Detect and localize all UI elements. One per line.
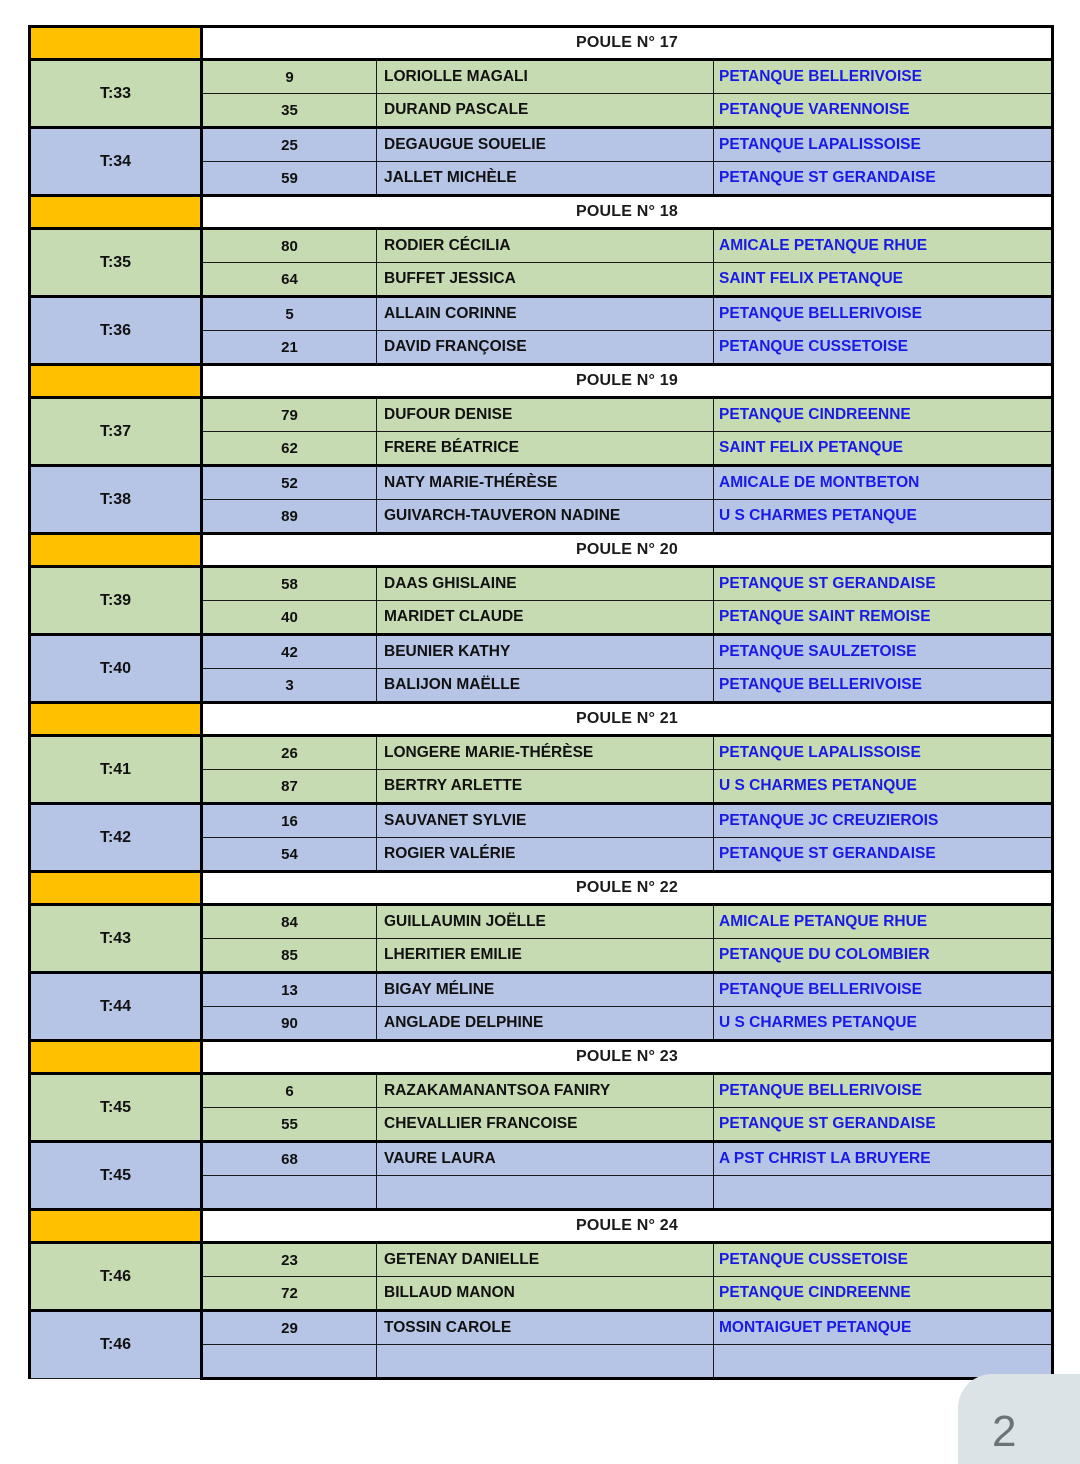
player-row (30, 1142, 1053, 1176)
tee-cell: T:43 (30, 905, 202, 973)
player-club-cell: PETANQUE JC CREUZIEROIS (714, 804, 1053, 838)
player-name-cell: GUIVARCH-TAUVERON NADINE (377, 500, 714, 534)
player-club-cell: AMICALE PETANQUE RHUE (714, 905, 1053, 939)
player-club-cell (714, 1176, 1053, 1210)
player-number-cell: 85 (202, 939, 377, 973)
poule-header-row (30, 534, 1053, 567)
tee-cell: T:44 (30, 973, 202, 1041)
player-name-cell: DAAS GHISLAINE (377, 567, 714, 601)
player-number-cell (202, 1176, 377, 1210)
player-club-cell: AMICALE PETANQUE RHUE (714, 229, 1053, 263)
player-number-cell: 6 (202, 1074, 377, 1108)
player-name-cell: LHERITIER EMILIE (377, 939, 714, 973)
player-number-cell: 29 (202, 1311, 377, 1345)
player-row (30, 229, 1053, 263)
player-club-cell: SAINT FELIX PETANQUE (714, 263, 1053, 297)
poule-tag-cell (30, 27, 202, 60)
player-name-cell: MARIDET CLAUDE (377, 601, 714, 635)
player-club-cell: PETANQUE CINDREENNE (714, 398, 1053, 432)
player-row (30, 1311, 1053, 1345)
player-name-cell (377, 1345, 714, 1379)
poule-tag-cell (30, 365, 202, 398)
tee-cell: T:39 (30, 567, 202, 635)
player-row (30, 804, 1053, 838)
player-number-cell: 58 (202, 567, 377, 601)
player-name-cell: VAURE LAURA (377, 1142, 714, 1176)
player-name-cell: DEGAUGUE SOUELIE (377, 128, 714, 162)
player-club-cell: PETANQUE LAPALISSOISE (714, 736, 1053, 770)
player-number-cell: 3 (202, 669, 377, 703)
player-number-cell: 80 (202, 229, 377, 263)
player-number-cell: 13 (202, 973, 377, 1007)
player-number-cell: 59 (202, 162, 377, 196)
player-row (30, 736, 1053, 770)
player-number-cell: 79 (202, 398, 377, 432)
player-row (30, 567, 1053, 601)
poule-header-row (30, 872, 1053, 905)
tee-cell: T:34 (30, 128, 202, 196)
player-name-cell: BUFFET JESSICA (377, 263, 714, 297)
player-club-cell: PETANQUE BELLERIVOISE (714, 1074, 1053, 1108)
player-name-cell: DURAND PASCALE (377, 94, 714, 128)
poule-title: POULE N° 21 (202, 703, 1053, 736)
player-club-cell: PETANQUE CINDREENNE (714, 1277, 1053, 1311)
player-name-cell: DUFOUR DENISE (377, 398, 714, 432)
player-number-cell: 84 (202, 905, 377, 939)
player-number-cell: 90 (202, 1007, 377, 1041)
poule-title: POULE N° 20 (202, 534, 1053, 567)
player-club-cell: PETANQUE BELLERIVOISE (714, 973, 1053, 1007)
scroll-indicator-panel[interactable] (958, 1374, 1080, 1464)
player-number-cell: 68 (202, 1142, 377, 1176)
poule-tag-cell (30, 196, 202, 229)
player-name-cell: LONGERE MARIE-THÉRÈSE (377, 736, 714, 770)
poule-title: POULE N° 22 (202, 872, 1053, 905)
player-number-cell: 40 (202, 601, 377, 635)
player-number-cell: 23 (202, 1243, 377, 1277)
poule-tag-cell (30, 1041, 202, 1074)
player-name-cell: LORIOLLE MAGALI (377, 60, 714, 94)
player-club-cell: PETANQUE BELLERIVOISE (714, 669, 1053, 703)
player-name-cell: ALLAIN CORINNE (377, 297, 714, 331)
player-number-cell: 87 (202, 770, 377, 804)
player-name-cell: BILLAUD MANON (377, 1277, 714, 1311)
tee-cell: T:45 (30, 1074, 202, 1142)
player-name-cell: BEUNIER KATHY (377, 635, 714, 669)
player-name-cell: TOSSIN CAROLE (377, 1311, 714, 1345)
poule-header-row (30, 1041, 1053, 1074)
player-row (30, 398, 1053, 432)
player-name-cell: GETENAY DANIELLE (377, 1243, 714, 1277)
player-name-cell: ANGLADE DELPHINE (377, 1007, 714, 1041)
player-row (30, 635, 1053, 669)
player-row (30, 128, 1053, 162)
player-number-cell: 21 (202, 331, 377, 365)
player-club-cell: PETANQUE DU COLOMBIER (714, 939, 1053, 973)
player-club-cell: MONTAIGUET PETANQUE (714, 1311, 1053, 1345)
player-number-cell: 5 (202, 297, 377, 331)
tee-cell: T:45 (30, 1142, 202, 1210)
player-club-cell: PETANQUE SAULZETOISE (714, 635, 1053, 669)
poule-title: POULE N° 19 (202, 365, 1053, 398)
player-name-cell: CHEVALLIER FRANCOISE (377, 1108, 714, 1142)
player-club-cell: A PST CHRIST LA BRUYERE (714, 1142, 1053, 1176)
player-club-cell: PETANQUE BELLERIVOISE (714, 60, 1053, 94)
player-row (30, 297, 1053, 331)
player-club-cell: PETANQUE ST GERANDAISE (714, 1108, 1053, 1142)
player-name-cell: BIGAY MÉLINE (377, 973, 714, 1007)
poule-header-row (30, 27, 1053, 60)
tee-cell: T:33 (30, 60, 202, 128)
poule-header-row (30, 196, 1053, 229)
player-number-cell: 42 (202, 635, 377, 669)
player-name-cell: BALIJON MAËLLE (377, 669, 714, 703)
player-name-cell: ROGIER VALÉRIE (377, 838, 714, 872)
tee-cell: T:37 (30, 398, 202, 466)
player-name-cell: FRERE BÉATRICE (377, 432, 714, 466)
tee-cell: T:40 (30, 635, 202, 703)
player-name-cell: RAZAKAMANANTSOA FANIRY (377, 1074, 714, 1108)
player-name-cell: RODIER CÉCILIA (377, 229, 714, 263)
player-number-cell: 25 (202, 128, 377, 162)
player-number-cell: 52 (202, 466, 377, 500)
poule-title: POULE N° 23 (202, 1041, 1053, 1074)
player-name-cell (377, 1176, 714, 1210)
player-club-cell: AMICALE DE MONTBETON (714, 466, 1053, 500)
player-name-cell: GUILLAUMIN JOËLLE (377, 905, 714, 939)
player-name-cell: NATY MARIE-THÉRÈSE (377, 466, 714, 500)
player-number-cell: 26 (202, 736, 377, 770)
player-row (30, 466, 1053, 500)
player-club-cell: PETANQUE LAPALISSOISE (714, 128, 1053, 162)
poule-header-row (30, 1210, 1053, 1243)
tee-cell: T:36 (30, 297, 202, 365)
poule-tag-cell (30, 703, 202, 736)
player-club-cell: PETANQUE CUSSETOISE (714, 1243, 1053, 1277)
player-club-cell: PETANQUE ST GERANDAISE (714, 162, 1053, 196)
player-club-cell: PETANQUE BELLERIVOISE (714, 297, 1053, 331)
tee-cell: T:42 (30, 804, 202, 872)
tee-cell: T:46 (30, 1243, 202, 1311)
player-club-cell: U S CHARMES PETANQUE (714, 500, 1053, 534)
poule-tag-cell (30, 872, 202, 905)
player-name-cell: JALLET MICHÈLE (377, 162, 714, 196)
player-name-cell: SAUVANET SYLVIE (377, 804, 714, 838)
player-club-cell: PETANQUE ST GERANDAISE (714, 838, 1053, 872)
player-number-cell: 16 (202, 804, 377, 838)
tee-cell: T:38 (30, 466, 202, 534)
player-club-cell: PETANQUE ST GERANDAISE (714, 567, 1053, 601)
tee-cell: T:41 (30, 736, 202, 804)
player-number-cell: 54 (202, 838, 377, 872)
poule-header-row (30, 365, 1053, 398)
poule-header-row (30, 703, 1053, 736)
player-row (30, 1243, 1053, 1277)
player-number-cell (202, 1345, 377, 1379)
poule-tag-cell (30, 534, 202, 567)
player-number-cell: 62 (202, 432, 377, 466)
player-name-cell: BERTRY ARLETTE (377, 770, 714, 804)
player-club-cell: U S CHARMES PETANQUE (714, 1007, 1053, 1041)
player-club-cell: U S CHARMES PETANQUE (714, 770, 1053, 804)
player-row (30, 60, 1053, 94)
tee-cell: T:35 (30, 229, 202, 297)
player-number-cell: 64 (202, 263, 377, 297)
player-number-cell: 55 (202, 1108, 377, 1142)
player-number-cell: 89 (202, 500, 377, 534)
player-club-cell: PETANQUE SAINT REMOISE (714, 601, 1053, 635)
player-row (30, 1074, 1053, 1108)
player-number-cell: 72 (202, 1277, 377, 1311)
player-club-cell: PETANQUE CUSSETOISE (714, 331, 1053, 365)
poule-draw-sheet (28, 25, 1051, 1380)
tee-cell: T:46 (30, 1311, 202, 1379)
player-name-cell: DAVID FRANÇOISE (377, 331, 714, 365)
poule-title: POULE N° 24 (202, 1210, 1053, 1243)
poule-tag-cell (30, 1210, 202, 1243)
page-number-glyph: 2 (992, 1407, 1017, 1456)
player-number-cell: 9 (202, 60, 377, 94)
poule-title: POULE N° 18 (202, 196, 1053, 229)
player-club-cell: SAINT FELIX PETANQUE (714, 432, 1053, 466)
player-row (30, 905, 1053, 939)
player-row (30, 973, 1053, 1007)
poules-table (28, 25, 1054, 1380)
poule-title: POULE N° 17 (202, 27, 1053, 60)
player-club-cell: PETANQUE VARENNOISE (714, 94, 1053, 128)
player-number-cell: 35 (202, 94, 377, 128)
